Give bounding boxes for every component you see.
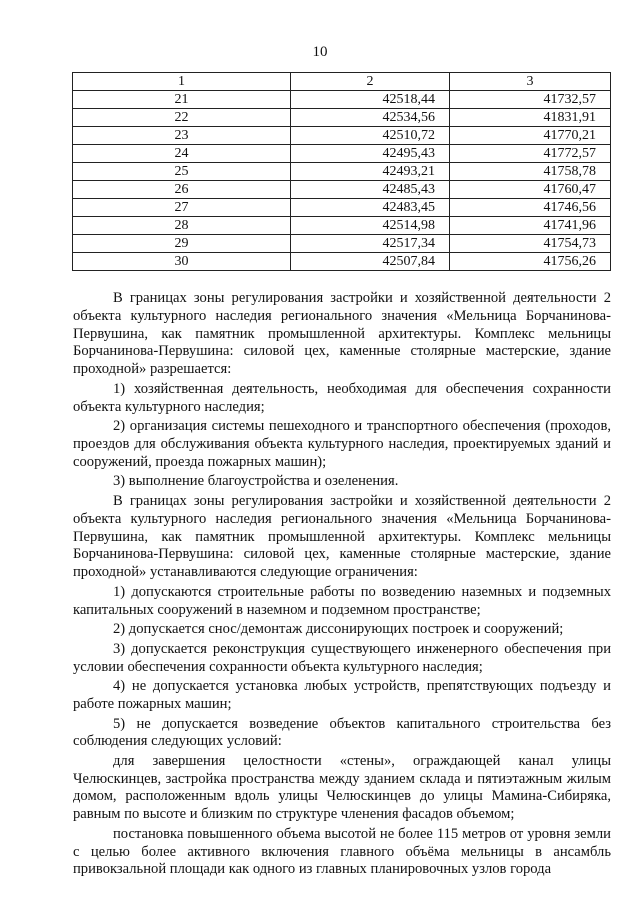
column-header: 3 <box>450 73 611 91</box>
paragraph: 4) не допускается установка любых устройств, препятствующих подъезду и работе пожарных машин; <box>73 678 611 712</box>
point-number-cell: 26 <box>73 181 291 199</box>
point-number-cell: 25 <box>73 163 291 181</box>
table-row <box>73 253 611 271</box>
point-number-cell: 24 <box>73 145 291 163</box>
table-body <box>73 91 611 271</box>
table-row <box>73 109 611 127</box>
point-number-cell: 30 <box>73 253 291 271</box>
paragraph: В границах зоны регулирования застройки и хозяйственной деятельности 2 объекта культурного наследия регионального значения «Мельница Борчанинова-Первушина, как памятник промышленной архитектуры. Комплекс мельницы Борчанинова-Первушина: силовой цех, каменные столярные мастерские, здание проходной» устанавливаются следующие ограничения: <box>73 492 611 581</box>
x-coordinate-cell: 42495,43 <box>291 145 450 163</box>
paragraph: 2) организация системы пешеходного и транспортного обеспечения (проходов, проездов для обслуживания объекта культурного наследия, проектируемых зданий и сооружений, проезда пожарных машин); <box>73 418 611 470</box>
document-body <box>73 290 611 881</box>
paragraph: 3) выполнение благоустройства и озеленения. <box>113 473 399 490</box>
table-row <box>73 235 611 253</box>
point-number-cell: 23 <box>73 127 291 145</box>
y-coordinate-cell: 41746,56 <box>450 199 611 217</box>
y-coordinate-cell: 41758,78 <box>450 163 611 181</box>
x-coordinate-cell: 42517,34 <box>291 235 450 253</box>
table-row <box>73 163 611 181</box>
x-coordinate-cell: 42485,43 <box>291 181 450 199</box>
y-coordinate-cell: 41756,26 <box>450 253 611 271</box>
table-row <box>73 199 611 217</box>
x-coordinate-cell: 42518,44 <box>291 91 450 109</box>
page-number: 10 <box>312 44 328 60</box>
y-coordinate-cell: 41772,57 <box>450 145 611 163</box>
paragraph: 2) допускается снос/демонтаж диссонирующих построек и сооружений; <box>113 621 564 638</box>
y-coordinate-cell: 41760,47 <box>450 181 611 199</box>
point-number-cell: 21 <box>73 91 291 109</box>
y-coordinate-cell: 41754,73 <box>450 235 611 253</box>
table-row <box>73 217 611 235</box>
y-coordinate-cell: 41741,96 <box>450 217 611 235</box>
point-number-cell: 27 <box>73 199 291 217</box>
table-header-row <box>73 73 611 91</box>
column-header: 2 <box>291 73 450 91</box>
table-row <box>73 127 611 145</box>
coordinates-table <box>72 72 611 271</box>
x-coordinate-cell: 42483,45 <box>291 199 450 217</box>
table-row <box>73 91 611 109</box>
x-coordinate-cell: 42493,21 <box>291 163 450 181</box>
x-coordinate-cell: 42514,98 <box>291 217 450 235</box>
paragraph: В границах зоны регулирования застройки и хозяйственной деятельности 2 объекта культурного наследия регионального значения «Мельница Борчанинова-Первушина, как памятник промышленной архитектуры. Комплекс мельницы Борчанинова-Первушина: силовой цех, каменные столярные мастерские, здание проходной» разрешается: <box>73 290 611 378</box>
y-coordinate-cell: 41770,21 <box>450 127 611 145</box>
point-number-cell: 29 <box>73 235 291 253</box>
y-coordinate-cell: 41732,57 <box>450 91 611 109</box>
paragraph: 3) допускается реконструкция существующего инженерного обеспечения при условии обеспечения сохранности объекта культурного наследия; <box>73 640 611 675</box>
y-coordinate-cell: 41831,91 <box>450 109 611 127</box>
x-coordinate-cell: 42534,56 <box>291 109 450 127</box>
paragraph: 5) не допускается возведение объектов капитального строительства без соблюдения следующих условий: <box>73 715 611 750</box>
column-header: 1 <box>73 73 291 91</box>
x-coordinate-cell: 42507,84 <box>291 253 450 271</box>
paragraph: 1) хозяйственная деятельность, необходимая для обеспечения сохранности объекта культурного наследия; <box>73 380 611 415</box>
paragraph: для завершения целостности «стены», ограждающей канал улицы Челюскинцев, застройка пространства между зданием склада и пятиэтажным жилым домом, расположенным вдоль улицы Челюскинцев до улицы Мамина-Сибиряка, равным по высоте и близким по структуре членения фасадов объемом; <box>73 752 611 823</box>
x-coordinate-cell: 42510,72 <box>291 127 450 145</box>
paragraph: 1) допускаются строительные работы по возведению наземных и подземных капитальных сооружений в наземном и подземном пространстве; <box>73 583 611 618</box>
point-number-cell: 22 <box>73 109 291 127</box>
paragraph: постановка повышенного объема высотой не более 115 метров от уровня земли с целью более активного включения главного объёма мельницы в ансамбль привокзальной площади как одного из главных планировочных узлов города <box>73 825 611 878</box>
table-row <box>73 145 611 163</box>
point-number-cell: 28 <box>73 217 291 235</box>
table-row <box>73 181 611 199</box>
